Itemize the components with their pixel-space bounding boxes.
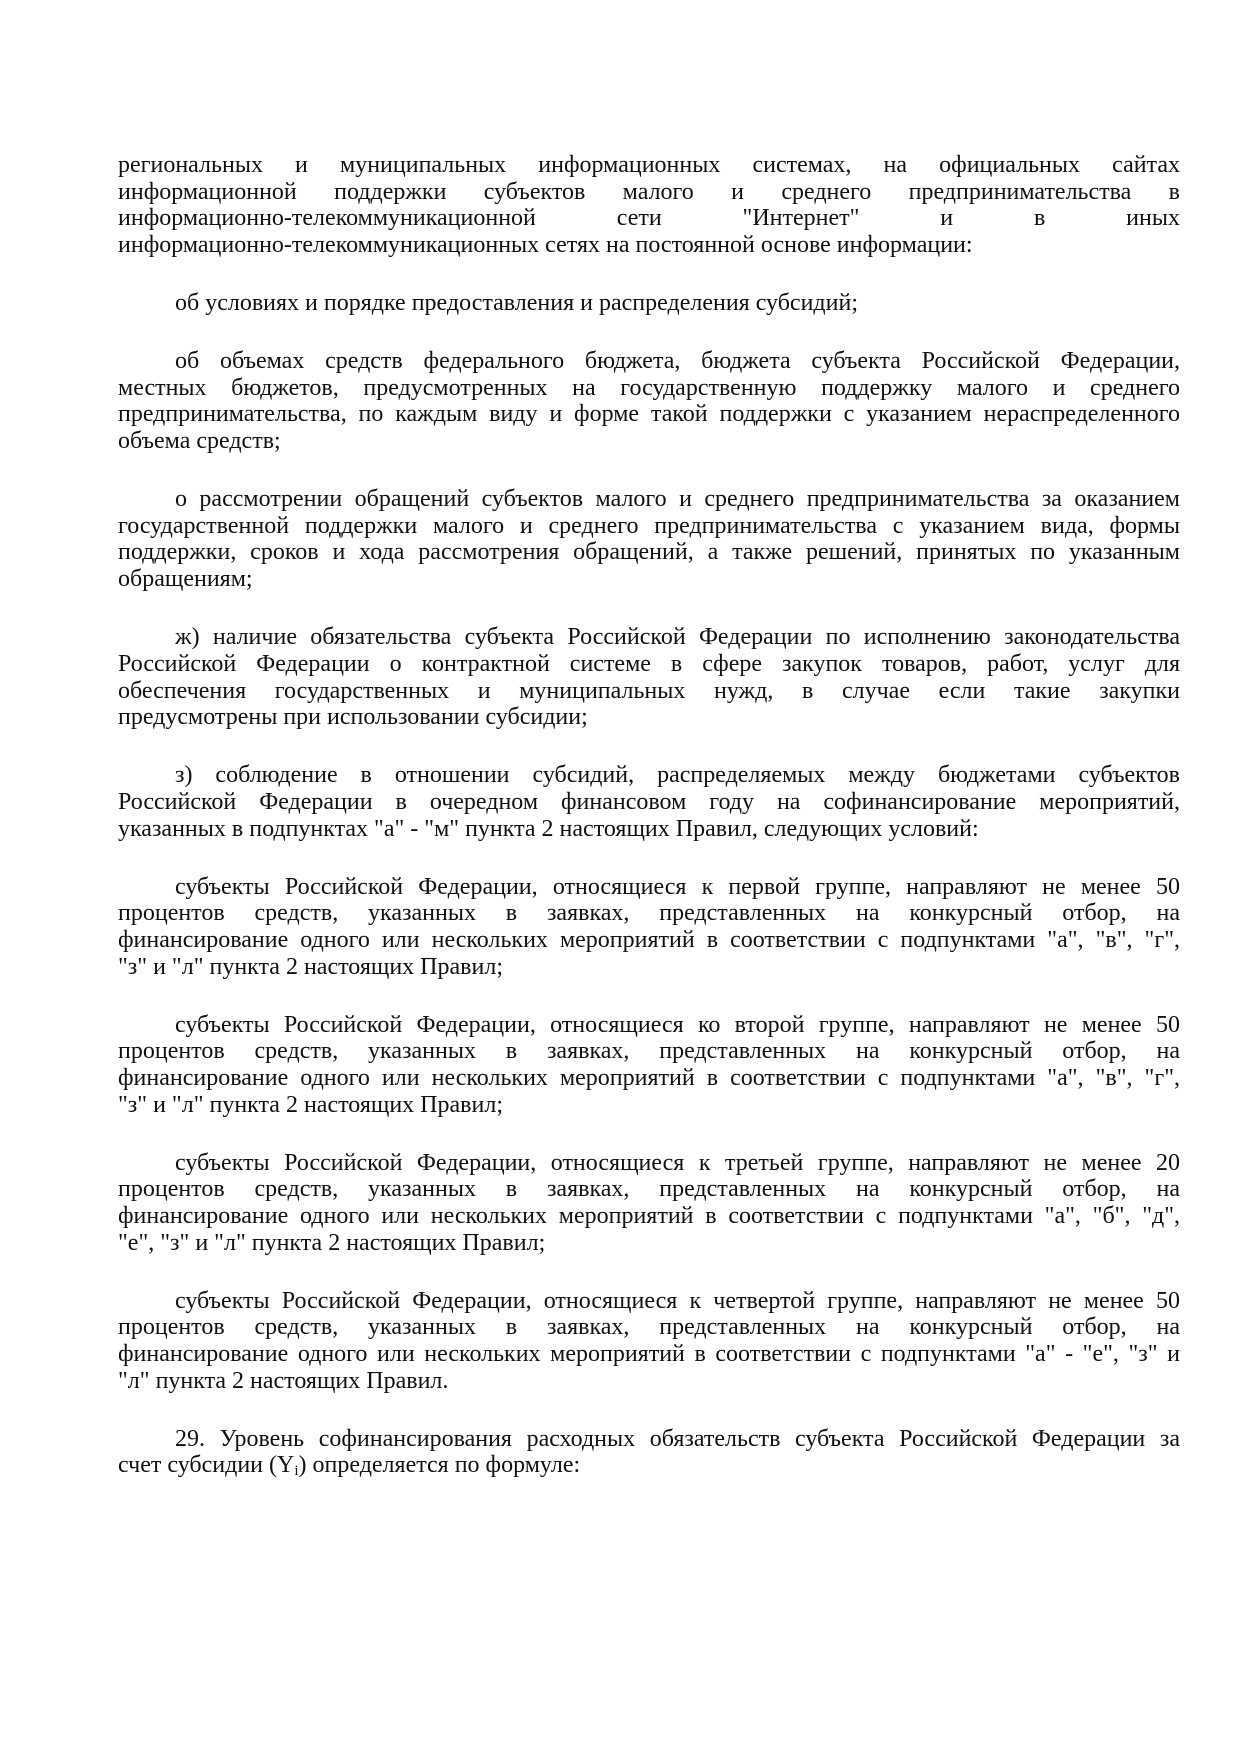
text-line: обращениям; <box>118 566 253 593</box>
text-line: информационной поддержки субъектов малого и среднего предпринимательства в <box>118 178 1180 205</box>
text-line: предпринимательства, по каждым виду и форме такой поддержки с указанием нераспределенного <box>118 401 1180 428</box>
text-line: субъекты Российской Федерации, относящиеся к первой группе, направляют не менее 50 <box>175 873 1180 900</box>
text-line: Российской Федерации в очередном финансовом году на софинансирование мероприятий, <box>118 788 1180 815</box>
paragraph-conditions <box>118 290 1180 317</box>
text-line: "е", "з" и "л" пункта 2 настоящих Правил; <box>118 1229 546 1256</box>
text-line: "з" и "л" пункта 2 настоящих Правил; <box>118 1091 503 1118</box>
paragraph-group-3 <box>118 1150 1180 1257</box>
text-line: о рассмотрении обращений субъектов малого и среднего предпринимательства за оказанием <box>175 486 1180 513</box>
text-line: местных бюджетов, предусмотренных на государственную поддержку малого и среднего <box>118 374 1180 401</box>
text-line-formula-intro <box>118 1452 1180 1479</box>
text-line: финансирование одного или нескольких мероприятий в соответствии с подпунктами "а", "в", "г", <box>118 1064 1180 1091</box>
text-fragment: счет субсидии (Y <box>118 1452 295 1479</box>
text-line: з) соблюдение в отношении субсидий, распределяемых между бюджетами субъектов <box>175 762 1180 789</box>
text-line: процентов средств, указанных в заявках, представленных на конкурсный отбор, на <box>118 1314 1180 1341</box>
text-line: Российской Федерации о контрактной системе в сфере закупок товаров, работ, услуг для <box>118 650 1180 677</box>
text-line: информационно-телекоммуникационной сети "Интернет" и в иных <box>118 205 1180 232</box>
text-line: субъекты Российской Федерации, относящиеся к четвертой группе, направляют не менее 50 <box>175 1287 1180 1314</box>
text-line: поддержки, сроков и хода рассмотрения обращений, а также решений, принятых по указанным <box>118 539 1180 566</box>
text-line: процентов средств, указанных в заявках, представленных на конкурсный отбор, на <box>118 900 1180 927</box>
text-line: 29. Уровень софинансирования расходных обязательств субъекта Российской Федерации за <box>175 1425 1180 1452</box>
paragraph-item-z <box>118 762 1180 842</box>
text-line: ж) наличие обязательства субъекта Российской Федерации по исполнению законодательства <box>175 624 1180 651</box>
paragraph-information-list <box>118 152 1180 259</box>
text-line: субъекты Российской Федерации, относящиеся ко второй группе, направляют не менее 50 <box>175 1011 1180 1038</box>
text-line: обеспечения государственных и муниципальных нужд, в случае если такие закупки <box>118 677 1180 704</box>
text-line: информационно-телекоммуникационных сетях на постоянной основе информации: <box>118 232 973 259</box>
paragraph-group-4 <box>118 1288 1180 1395</box>
text-line: об объемах средств федерального бюджета, бюджета субъекта Российской Федерации, <box>175 348 1180 375</box>
paragraph-item-zh <box>118 624 1180 731</box>
text-line: процентов средств, указанных в заявках, представленных на конкурсный отбор, на <box>118 1176 1180 1203</box>
text-line: об условиях и порядке предоставления и распределения субсидий; <box>175 290 858 317</box>
paragraph-budget-volumes <box>118 348 1180 455</box>
text-line: финансирование одного или нескольких мероприятий в соответствии с подпунктами "а" - "е", "з" и <box>118 1341 1180 1368</box>
text-line: субъекты Российской Федерации, относящиеся к третьей группе, направляют не менее 20 <box>175 1149 1180 1176</box>
subscript-index: i <box>294 1463 299 1480</box>
text-line: объема средств; <box>118 428 281 455</box>
document-page <box>118 152 1180 1510</box>
text-line: "л" пункта 2 настоящих Правил. <box>118 1367 449 1394</box>
text-line: финансирование одного или нескольких мероприятий в соответствии с подпунктами "а", "б", "д", <box>118 1203 1180 1229</box>
text-line: процентов средств, указанных в заявках, представленных на конкурсный отбор, на <box>118 1038 1180 1065</box>
paragraph-group-2 <box>118 1012 1180 1119</box>
text-line: "з" и "л" пункта 2 настоящих Правил; <box>118 953 503 980</box>
text-fragment: ) определяется по формуле: <box>298 1452 581 1479</box>
text-line: государственной поддержки малого и среднего предпринимательства с указанием вида, формы <box>118 512 1180 539</box>
paragraph-item-29 <box>118 1426 1180 1479</box>
text-line: предусмотрены при использовании субсидии; <box>118 704 588 731</box>
text-line: указанных в подпунктах "а" - "м" пункта 2 настоящих Правил, следующих условий: <box>118 815 979 842</box>
paragraph-appeals <box>118 486 1180 593</box>
text-line: региональных и муниципальных информационных системах, на официальных сайтах <box>118 152 1180 178</box>
text-line: финансирование одного или нескольких мероприятий в соответствии с подпунктами "а", "в", "г", <box>118 926 1180 953</box>
paragraph-group-1 <box>118 874 1180 981</box>
